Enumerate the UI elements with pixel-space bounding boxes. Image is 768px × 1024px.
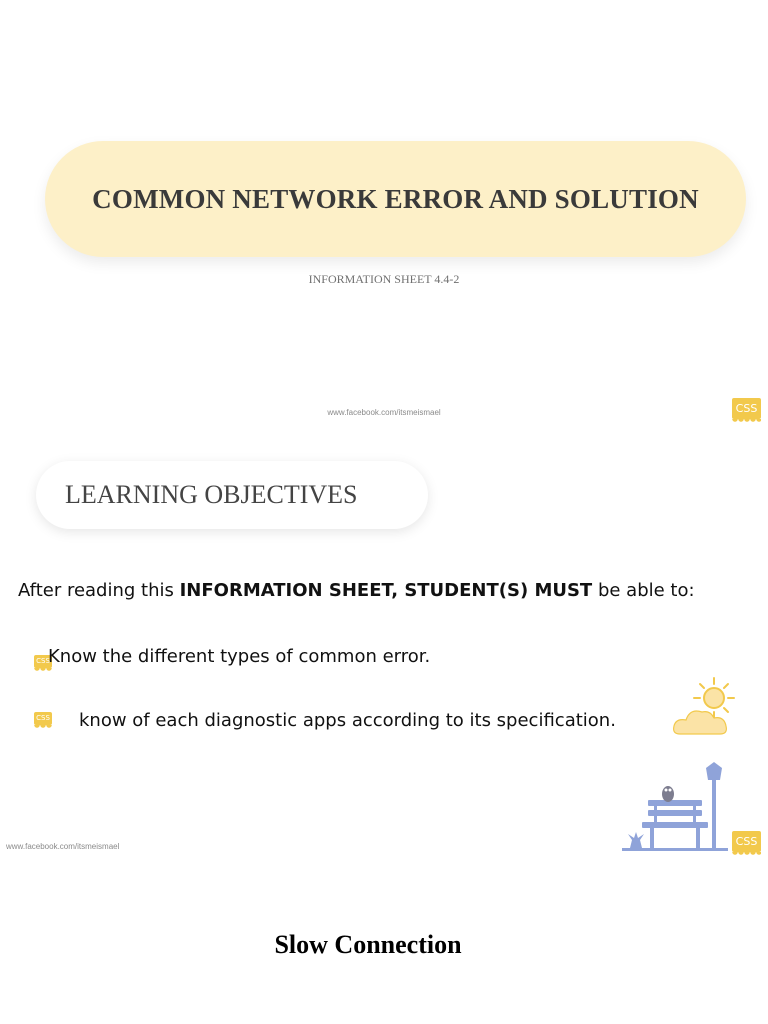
footer-link[interactable]: www.facebook.com/itsmeismael	[327, 408, 441, 417]
title-banner	[45, 141, 746, 257]
css-logo-badge: CSS	[732, 398, 761, 419]
objectives-heading: LEARNING OBJECTIVES	[65, 480, 358, 509]
section-title: Slow Connection	[274, 930, 462, 959]
footer-link[interactable]: www.facebook.com/itsmeismael	[6, 842, 120, 851]
slide-title: COMMON NETWORK ERROR AND SOLUTION	[92, 183, 699, 214]
css-logo-badge: CSS	[732, 831, 761, 852]
slide-subtitle: INFORMATION SHEET 4.4-2	[308, 272, 460, 286]
objective-item: know of each diagnostic apps according to its specification.	[79, 710, 616, 731]
intro-bold: INFORMATION SHEET, STUDENT(S) MUST	[179, 580, 593, 601]
objectives-intro	[18, 580, 695, 601]
bullet-badge-icon: CSS	[34, 655, 52, 668]
objective-item: Know the different types of common error.	[48, 646, 431, 667]
intro-prefix: After reading this	[18, 580, 180, 601]
intro-suffix: be able to:	[592, 580, 695, 601]
park-bench-lamp-icon	[620, 760, 730, 856]
bullet-badge-icon: CSS	[34, 712, 52, 725]
sun-cloud-icon	[670, 676, 740, 738]
